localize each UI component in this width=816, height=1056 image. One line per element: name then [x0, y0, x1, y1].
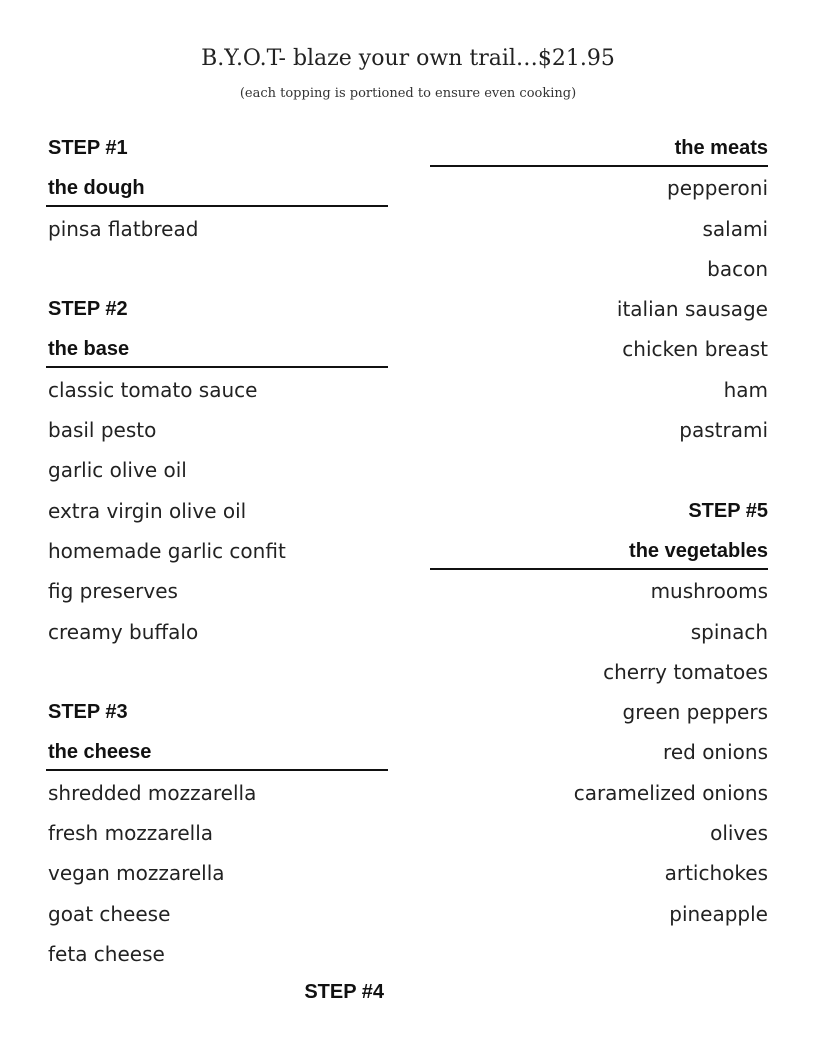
meat-item: bacon — [707, 256, 768, 281]
step-1-label: STEP #1 — [48, 137, 128, 159]
vegetables-heading: the vegetables — [430, 537, 768, 577]
menu-title: B.Y.O.T- blaze your own trail…$21.95 — [201, 46, 615, 71]
meat-item: ham — [723, 377, 768, 402]
base-item: fig preserves — [48, 579, 178, 604]
cheese-item: shredded mozzarella — [48, 780, 257, 805]
step-3-label: STEP #3 — [48, 701, 128, 724]
menu-subtitle: (each topping is portioned to ensure even cooking) — [239, 86, 577, 101]
meat-item: chicken breast — [622, 337, 768, 362]
vegetable-item: pineapple — [669, 901, 768, 926]
base-item: creamy buffalo — [48, 619, 199, 644]
step-5-label: STEP #5 — [688, 499, 768, 522]
right-column — [430, 134, 768, 940]
meat-item: pastrami — [679, 418, 768, 443]
left-column — [48, 134, 386, 980]
base-item: basil pesto — [48, 418, 157, 443]
vegetable-item: olives — [710, 821, 768, 846]
step-4-label: STEP #4 — [304, 981, 384, 1003]
vegetable-item: mushrooms — [650, 579, 768, 604]
cheese-item: vegan mozzarella — [48, 861, 225, 886]
cheese-item: feta cheese — [48, 941, 165, 966]
vegetable-item: cherry tomatoes — [603, 659, 768, 684]
vegetable-item: caramelized onions — [573, 780, 768, 805]
vegetable-item: artichokes — [664, 861, 768, 886]
vegetable-item: green peppers — [622, 700, 768, 725]
cheese-item: goat cheese — [48, 901, 171, 926]
base-item: extra virgin olive oil — [48, 498, 247, 523]
cheese-item: fresh mozzarella — [48, 821, 214, 846]
dough-item: pinsa flatbread — [48, 216, 199, 241]
base-item: garlic olive oil — [48, 458, 187, 483]
meat-item: italian sausage — [616, 297, 768, 322]
vegetable-item: spinach — [690, 619, 768, 644]
vegetable-item: red onions — [663, 740, 768, 765]
step-2-label: STEP #2 — [48, 298, 128, 321]
cheese-heading: the cheese — [48, 738, 386, 778]
dough-heading: the dough — [48, 174, 386, 214]
base-heading: the base — [48, 335, 386, 375]
base-item: homemade garlic confit — [48, 538, 286, 563]
meats-heading: the meats — [430, 134, 768, 174]
meat-item: pepperoni — [667, 176, 768, 201]
base-item: classic tomato sauce — [48, 377, 258, 402]
meat-item: salami — [702, 216, 768, 241]
